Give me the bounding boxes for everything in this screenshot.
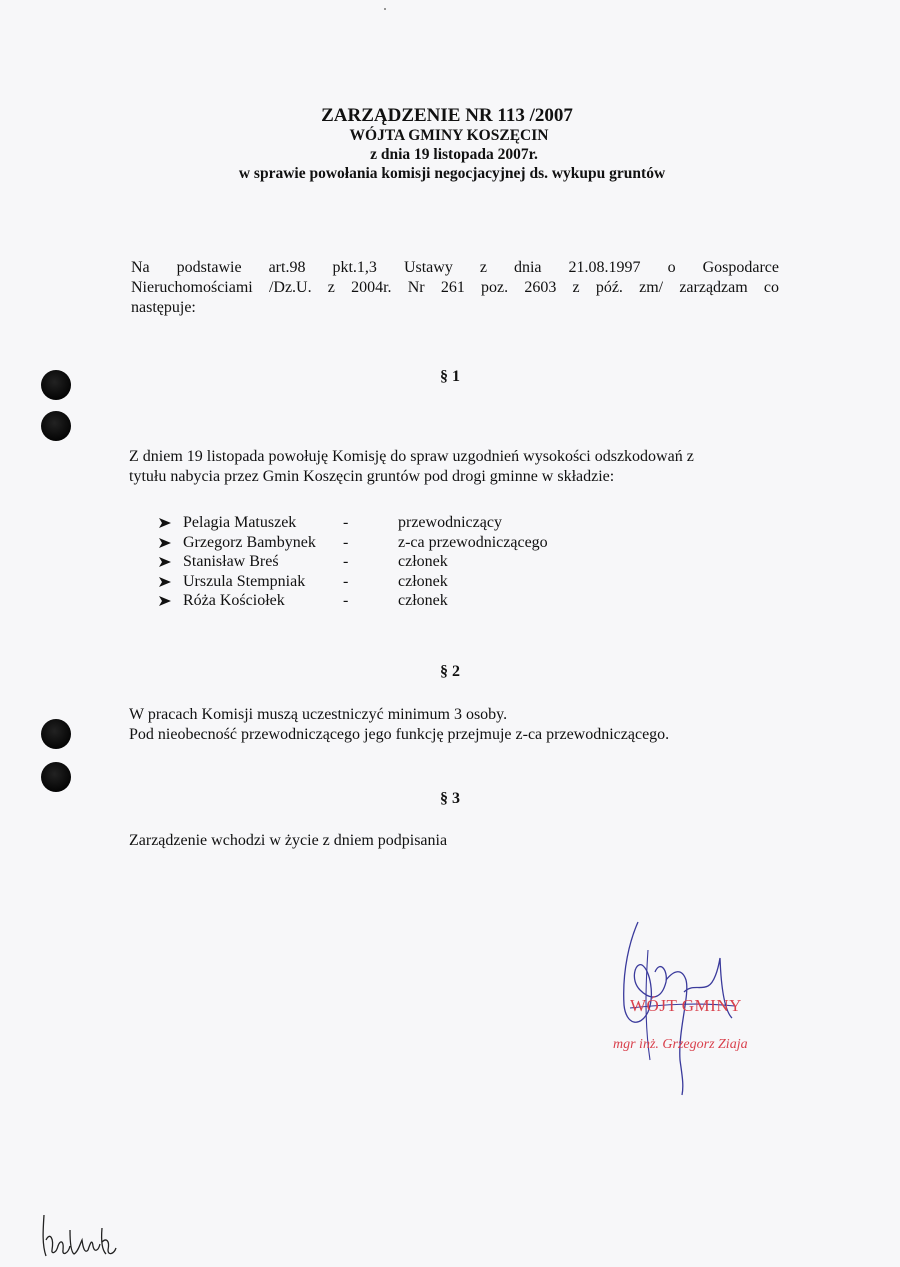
- member-role: przewodniczący: [398, 514, 502, 531]
- arrow-bullet-icon: [158, 572, 174, 588]
- document-subject: w sprawie powołania komisji negocjacyjnej ds. wykupu gruntów: [238, 165, 666, 182]
- member-dash: -: [343, 592, 349, 609]
- legal-basis-line-1: Na podstawie art.98 pkt.1,3 Ustawy z dnia 21.08.1997 o Gospodarce: [131, 259, 779, 276]
- member-role: z-ca przewodniczącego: [398, 533, 548, 551]
- member-name: Pelagia Matuszek: [183, 514, 297, 531]
- arrow-bullet-icon: [158, 533, 174, 549]
- binder-hole-3: [41, 719, 71, 749]
- section-2-paragraph: [129, 705, 809, 745]
- stamp-name: mgr inż. Grzegorz Ziaja: [613, 1037, 748, 1052]
- member-dash: -: [343, 533, 349, 551]
- binder-hole-2: [41, 411, 71, 441]
- legal-basis-line-3: następuje:: [131, 299, 196, 316]
- section-1-line-2: tytułu nabycia przez Gmin Koszęcin gruntów pod drogi gminne w składzie:: [129, 468, 615, 485]
- arrow-bullet-icon: [158, 591, 174, 607]
- member-name: Grzegorz Bambynek: [183, 533, 316, 551]
- arrow-bullet-icon: [158, 552, 174, 568]
- binder-hole-4: [41, 762, 71, 792]
- document-header: [0, 105, 900, 183]
- member-name: Stanisław Breś: [183, 553, 279, 570]
- scan-speck: [384, 8, 386, 10]
- section-2-line-2: Pod nieobecność przewodniczącego jego funkcję przejmuje z-ca przewodniczącego.: [129, 726, 670, 743]
- section-3-mark: § 3: [440, 790, 460, 807]
- member-dash: -: [343, 572, 349, 590]
- handwritten-initials: [38, 1210, 118, 1260]
- issue-date: z dnia 19 listopada 2007r.: [370, 146, 538, 163]
- section-1-paragraph: [129, 447, 809, 487]
- stamp-title: WÓJT GMINY: [630, 996, 742, 1015]
- member-dash: -: [343, 553, 349, 570]
- member-dash: -: [343, 514, 349, 531]
- arrow-bullet-icon: [158, 513, 174, 529]
- section-3-paragraph: [129, 831, 809, 851]
- section-1-mark: § 1: [440, 368, 460, 385]
- member-role: członek: [398, 592, 448, 609]
- member-name: Urszula Stempniak: [183, 572, 306, 590]
- section-2-line-1: W pracach Komisji muszą uczestniczyć minimum 3 osoby.: [129, 706, 508, 723]
- issuing-authority: WÓJTA GMINY KOSZĘCIN: [349, 127, 549, 144]
- section-2-mark: § 2: [440, 663, 460, 680]
- legal-basis-paragraph: [131, 258, 779, 318]
- section-1-line-1: Z dniem 19 listopada powołuję Komisję do spraw uzgodnień wysokości odszkodowań z: [129, 448, 694, 465]
- section-3-line-1: Zarządzenie wchodzi w życie z dniem podpisania: [129, 832, 448, 849]
- legal-basis-line-2: Nieruchomościami /Dz.U. z 2004r. Nr 261 poz. 2603 z póź. zm/ zarządzam co: [131, 279, 779, 296]
- member-name: Róża Kościołek: [183, 592, 285, 609]
- member-role: członek: [398, 553, 448, 570]
- member-role: członek: [398, 572, 448, 590]
- document-title: ZARZĄDZENIE NR 113 /2007: [321, 105, 573, 126]
